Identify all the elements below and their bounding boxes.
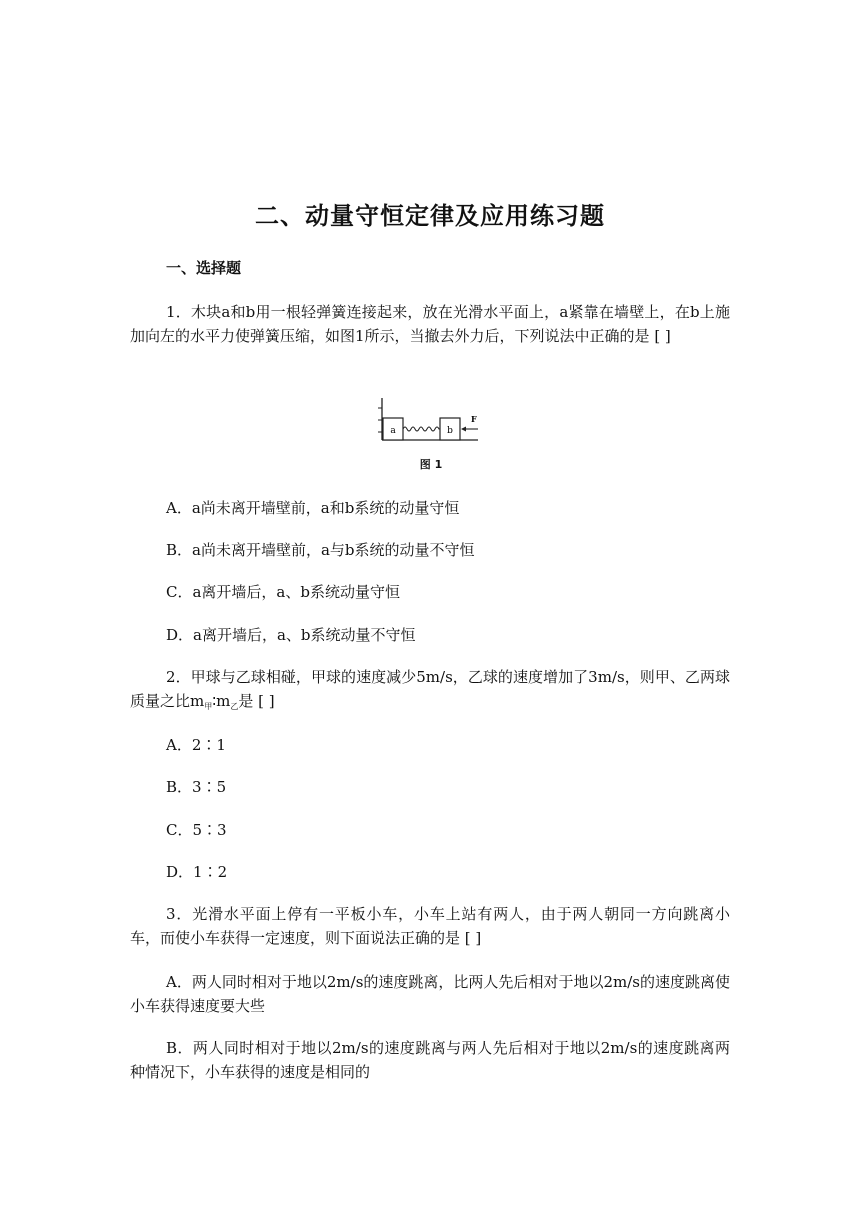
block-a-label: a	[390, 426, 396, 436]
question-3-option-b: B．两人同时相对于地以2m/s的速度跳离与两人先后相对于地以2m/s的速度跳离两种情况下，小车获得的速度是相同的	[130, 1039, 730, 1081]
force-label: F	[471, 414, 477, 424]
subscript-yi: 乙	[230, 702, 239, 711]
question-3-stem: 3．光滑水平面上停有一平板小车，小车上站有两人，由于两人朝同一方向跳离小车，而使小车获得一定速度，则下面说法正确的是 [ ]	[130, 905, 730, 947]
question-2-bracket: 是 [ ]	[238, 692, 275, 710]
question-2-ratio: ∶m	[212, 692, 231, 710]
question-1-option-a: A．a尚未离开墙壁前，a和b系统的动量守恒	[166, 499, 460, 517]
question-1-option-b: B．a尚未离开墙壁前，a与b系统的动量不守恒	[166, 541, 475, 559]
section-heading: 一、选择题	[166, 259, 242, 277]
question-2-option-a: A．2∶1	[166, 736, 226, 754]
question-2-stem-text: 2．甲球与乙球相碰，甲球的速度减少5m/s，乙球的速度增加了3m/s，则甲、乙两球质量之比m	[130, 668, 730, 710]
spring	[403, 427, 440, 431]
question-2-stem	[130, 665, 730, 719]
question-2-option-b: B．3∶5	[166, 778, 227, 796]
question-1-option-c: C．a离开墙后，a、b系统动量守恒	[166, 583, 400, 601]
question-1-stem: 1．木块a和b用一根轻弹簧连接起来，放在光滑水平面上，a紧靠在墙壁上，在b上施加向左的水平力使弹簧压缩，如图1所示，当撤去外力后，下列说法中正确的是 [ ]	[130, 303, 730, 345]
subscript-jia: 甲	[204, 702, 213, 711]
question-1-option-d: D．a离开墙后，a、b系统动量不守恒	[166, 626, 416, 644]
block-b-label: b	[447, 426, 453, 436]
question-2-option-c: C．5∶3	[166, 821, 227, 839]
figure-1-caption: 图 1	[419, 458, 443, 471]
question-2-option-d: D．1∶2	[166, 863, 228, 881]
document-title: 二、动量守恒定律及应用练习题	[255, 202, 605, 230]
question-3-option-a: A．两人同时相对于地以2m/s的速度跳离，比两人先后相对于地以2m/s的速度跳离使小车获得速度要大些	[130, 973, 730, 1015]
